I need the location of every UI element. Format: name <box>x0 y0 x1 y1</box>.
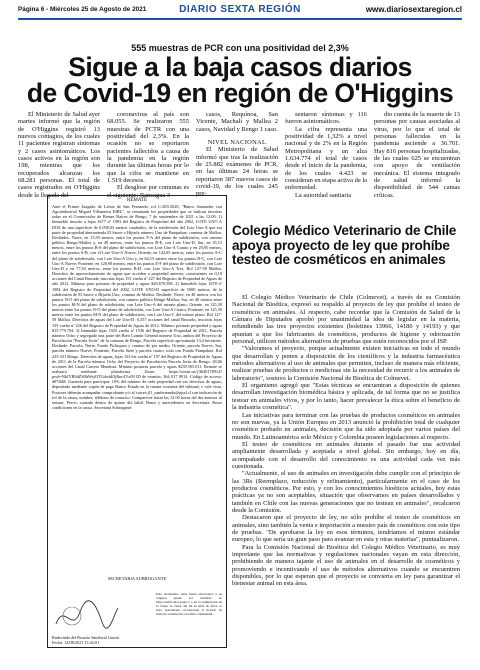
article-paragraph: El Ministerio de Salud informó que tras la realización de 25.882 exámenes de PCR, en las últimas 24 horas se reportaron 387 nuevos casos de covid-19, de los cuales 245 pre- <box>196 146 278 198</box>
side-paragraph: Destacaron que el proyecto de ley, no sólo prohíbe el testeo de cosméticos en animales, sino también la venta e importación a nuestro país de cosméticos con este tipo de pruebas. "De aprobarse la ley en esos términos, tendríamos el mismo estándar europeo, lo que sería un gran paso para avanzar en esta y otras materias", puntualizaron. <box>232 514 460 544</box>
notice-title: REMATE <box>127 198 147 203</box>
article-paragraph: casos, Requínoa, San Vicente, Machalí y Mallea 2 casos, Navidad y Rengo 1 caso. <box>196 111 278 133</box>
headline-line-2: de Covid-19 en región de O'Higgins <box>26 78 454 108</box>
side-paragraph: Para la Comisión Nacional de Bioética del Colegio Médico Veterinario, es muy importante que las normativas y regulaciones nacionales vayan en esta dirección, prohibiendo de manera tajante el uso de animales en el desarrollo de cosméticos y promoviendo e incentivando el uso de métodos alternativos cuando se encuentren disponibles, por lo que esperan que el proyecto se convierta en ley para garantizar el bienestar animal en esta área. <box>232 543 460 588</box>
article-paragraph: coronavirus al país son 68.055. Se realizaron 555 muestras de PCTR con una positividad del 2,3%. En la ocasión no se reportaron pacientes fallecidos a causa de la pandemia en la región durante las últimas horas por lo que la cifra se mantiene en 1.519 decesos. <box>107 111 189 185</box>
article-paragraph: dio cuenta de la muerte de 13 personas por causas asociadas al virus, por lo que el total de personas fallecidas en la pandemia asciende a 36.701. Hay 816 personas hospitalizadas, de las cuales 625 se encuentran con apoyo de ventilación mecánica. El sistema integrado de salud informó la disponibilidad de 544 camas críticas. <box>374 111 460 199</box>
article-column-3 <box>196 111 278 198</box>
side-paragraph: Las iniciativas para terminar con las pruebas de productos cosméticos en animales no son nuevas, ya la Unión Europea en 2013 anunció la prohibición total de cualquier cosmético probado en animales, decisión que ha sido adoptada por varios países del mundo. En Latinoamérica solo México y Colombia poseen legislaciones al respecto. <box>232 411 460 441</box>
article-paragraph: sentaron síntomas y 116 fueron asintomáticos. <box>285 111 367 126</box>
article-paragraph: El Ministerio de Salud ayer martes informó que la región de O'Higgins registró 13 nuevos contagios, de los cuales 11 pacientes registran síntomas y 2 casos asintomáticos. Los casos activos en la región son 198, mientras que los recuperados alcanzan los 68.281 personas. El total de casos registrados en O'Higgins desde la llegada del <box>18 111 100 199</box>
section-heading: NIVEL NACIONAL <box>207 139 267 147</box>
article-column-1 <box>18 111 100 199</box>
article-column-5 <box>374 111 460 199</box>
article-paragraph: El desglose por comunas es el siguiente: Rancagua 3 <box>107 184 189 199</box>
side-paragraph: El testeo de cosméticos en animales durante el pasado fue una actividad ampliamente desarrollada y aceptada a nivel global. Sin embargo, hoy en día, acompañado con el desarrollo del conocimiento es una actividad cada vez más cuestionada. <box>232 440 460 470</box>
signature-name: Rudecinda del Rosario Sandoval García <box>52 635 119 640</box>
article-paragraph: La autoridad sanitaria <box>295 191 352 199</box>
notice-secretary: SECRETARIA SUBROGANTE <box>107 576 167 581</box>
side-paragraph: El organismo agregó que "Estas técnicas se encuentran a disposición de quienes desarrollan investigación biomédica básica y aplicada, de tal forma que no se justifica testear en animales vivos, y por lo tanto, hacer prevalecer la ética sobre el beneficio de la industria cosmética". <box>232 382 460 412</box>
page-info: Página 6 - Miércoles 25 de Agosto de 2021 <box>18 6 147 13</box>
article-column-2 <box>107 111 189 199</box>
signature-stamp-icon <box>52 594 122 639</box>
article-headline <box>18 54 462 106</box>
header-rule <box>18 18 462 20</box>
legal-notice-box <box>47 195 227 648</box>
side-paragraph: "Valoramos el proyecto, porque actualmente existen iniciativas en todo el mundo que desarrollan y ponen a disposición de los científicos y la industria farmacéutica métodos alternativos al uso de animales que permiten, incluso de manera más eficiente, realizar pruebas de productos o medicinas sin la necesidad de recurrir a los animales de laboratorio", sostuvo la Comisión Nacional de Bioética de Colmevet. <box>232 345 460 382</box>
signature-note: Este documento tiene firma electrónica y su original puede ser validado en http://verificadoc.pjud.cl o en la tramitación de la causa. A contar del 04 de abril de 2021, la hora visualizada corresponde al horario de invierno establecido en Chile Continental. <box>156 592 222 616</box>
side-article-headline: Colegio Médico Veterinario de Chile apoya proyecto de ley que prohíbe testeo de cosméticos en animales <box>232 223 457 268</box>
signature-block <box>52 636 119 646</box>
headline-line-1: Sigue a la baja casos diarios <box>68 52 412 82</box>
article-paragraph: La cifra representa una positividad de 1,32% a nivel nacional y de 2% en la Región Metropolitana y un alza 1.634.774 el total de casos desde el inicio de la pandemia, de los cuales 4.423 se consideran en etapa activa de la enfermedad. <box>285 125 367 192</box>
site-url: www.diariosextaregion.cl <box>365 5 462 14</box>
article-column-4 <box>285 111 367 199</box>
page-header <box>18 3 462 19</box>
side-article-body <box>232 294 460 588</box>
notice-body: Ante el Primer Juzgado de Letras de San Fernando, rol C-203-2020, "Banco Santander con Agroindustrial Miguel Villanueva EIRL", se rematarán los propiedades que se indican inscritas todas en el Conservador de Bienes Raíces de Rengo, 7 de septiembre de 2021 a las 12:00. 1) Inmueble inscrito a fojas 1677 nº 1983 del Registro de Propiedad del año 2002, LOTE UNO A DOS de una superficie de 6.098,03 metros cuadrados, de la subdivisión del Lote Uno-A que era parte de propiedad denominada El Sauce o Hijuela número Uno de Pumpahue, comuna de Malloa. Deslindes: Norte, en 15,50 metros, entre los puntos F-A del plano de subdivisión, con camino público Rengo-Malloa y, en 40 metros, entre los puntos B-E, con Lote Uno-D; Sur, en 35,15 metros, entre los puntos B-S del plano de subdivisión, con Lote Uno-A Cuatro y en 20,95 metros, entre los puntos S-B, con el Lote Uno-A Nueve; Oriente, en 142,65 metros, entre los puntos A-C del plano de subdivisión, con Lote Uno-A Uno y, en 64,15 metros entre los puntos B-C, con Lote Uno-A Nueve; Poniente, en 120,90 metros, entre los puntos E-F del plano de subdivisión, con Lote Uno-D y en 77,50 metros, entre los puntos B-D, con Lote Uno-A Tres. Rol 127-58 Malloa. Derechos de aprovechamiento de aguas que acceden a propiedad anterior, consistentes en 0,10 acciones del Canal Brucado inscritas fojas 151 vuelta nº 227 del Registro de Propiedad de Aguas de año 2012. Mínimo para posturas de propiedad y aguas $20.670.508. 2) Inmueble fojas 1678 nº 1984 del Registro de Propiedad del 2002, LOTE UNO-D superficie de 5000 metros, de la subdivisión de El Sauce o Hijuela Uno, comuna de Malloa. Deslinde: Norte, en 40 metros con los puntos N-O del plano de subdivisión, con camino público Rengo-Malloa; Sur, en 40 metros entre los puntos M-N del plano de subdivisión, con Lote Uno-A del mismo plano; Oriente, en 125,30 metros entre los puntos N-O del plano de subdivisión, con Lote Uno-A Cuatro; Poniente, en 125,30 metros entre los puntos M-N del plano de subdivisión, con Lote Uno-C del mismo plano. Rol 127-59 Malloa. Derechos de aguas del Lote Uno-D: 0,357 acciones del canal Brucado, inscritas fojas 155 vuelta nº 226 del Registro de Propiedad de Aguas de 2012. Mínimo posturas propiedad y aguas $15.779.794. 3) Inmueble fojas 1925 vuelta nº 1536 del Registro de Propiedad de 2011, Parcela número Ocho y segregado una parte del Bien Común General número Uno, ambos del Proyecto de Parcelación "Parcela Jesús" de la comuna de Rengo, Parcela superficie aproximada 13,4 hectáreas. Deslinde: Parcela, Norte, Fundo Pichiquao y camino de por medio; Oriente, parcela Nueve; Sur, parcela número Nueve; Poniente, Parcela Siete y parcela cuatro, todo con Fundo Pumpahue. Rol 233-331 Rengo. Derechos de aguas, fojas 153 bis vuelta nº 197 del Registro de Propiedad de Aguas de 2011 de la Parcela número Ocho del Proyecto de Parcelación Parcela Jesús de Rengo. 28,06 acciones del Canal Carrera Mendoza. Mínimo posturas parcela y aguas $239.505.011. Remate se realizará mediante plataforma Zoom https://zoom.us/j/3640178914? pwd=NkJYR0dZS0hWejl3TGdwbEJjRnc4Vz09 ID de reunión: 364 017 8914. Código de acceso: d07fbM. Garantía para participar: 10% del mínimo de cada propiedad con sus derechos de aguas, depositado mediante cupón de pago Banco Estado en la cuenta corriente del tribunal, o vale vista. Postores deberán acompañar comprobante y/o al correo jl1_sanfernando@pjud.cl con indicación de rol de la causa, nombre, teléfono de contacto. Comparecer hasta las 12:00 horas del día anterior al remate. Precio contado dentro de quinto día hábil. Bases y antecedentes en Secretaría. Resto condiciones en la causa. Secretaria Subrogante. <box>52 204 222 411</box>
signature-date: Fecha: 13/08/2021 15:42:01 <box>52 639 100 645</box>
masthead: DIARIO SEXTA REGIÓN <box>179 4 301 15</box>
side-paragraph: "Actualmente, el uso de animales en investigación debe cumplir con el principio de las 3Rs (Reemplazo, reducción y refinamiento), particularmente en el caso de los productos cosméticos. Por esto, y con los conocimientos bioéticos actuales, hoy estas prácticas ya no son aceptables, situación que observamos en países desarrollados y también en Chile con las nuevas generaciones que no testean en animales", recalcaron desde la Comisión. <box>232 470 460 514</box>
article-kicker: 555 muestras de PCR con una positividad del 2,3% <box>131 43 349 53</box>
side-paragraph: El Colegio Médico Veterinario de Chile (Colmevet), a través de su Comisión Nacional de Bioética, expresó su respaldo al proyecto de ley que prohíbe el testeo de cosméticos en animales. Al respecto, cabe recordar que la Comisión de Salud de la Cámara de Diputados aprobó por unanimidad la idea de legislar en la materia, refundiendo las tres proyectos existentes (boletines 13966, 14180 y 14193) y que apuntan a que los fabricantes de cosméticos, productos de higiene y odorización personal, utilicen métodos alternativos de pruebas que estén reconocidos por el ISP. <box>232 294 460 346</box>
